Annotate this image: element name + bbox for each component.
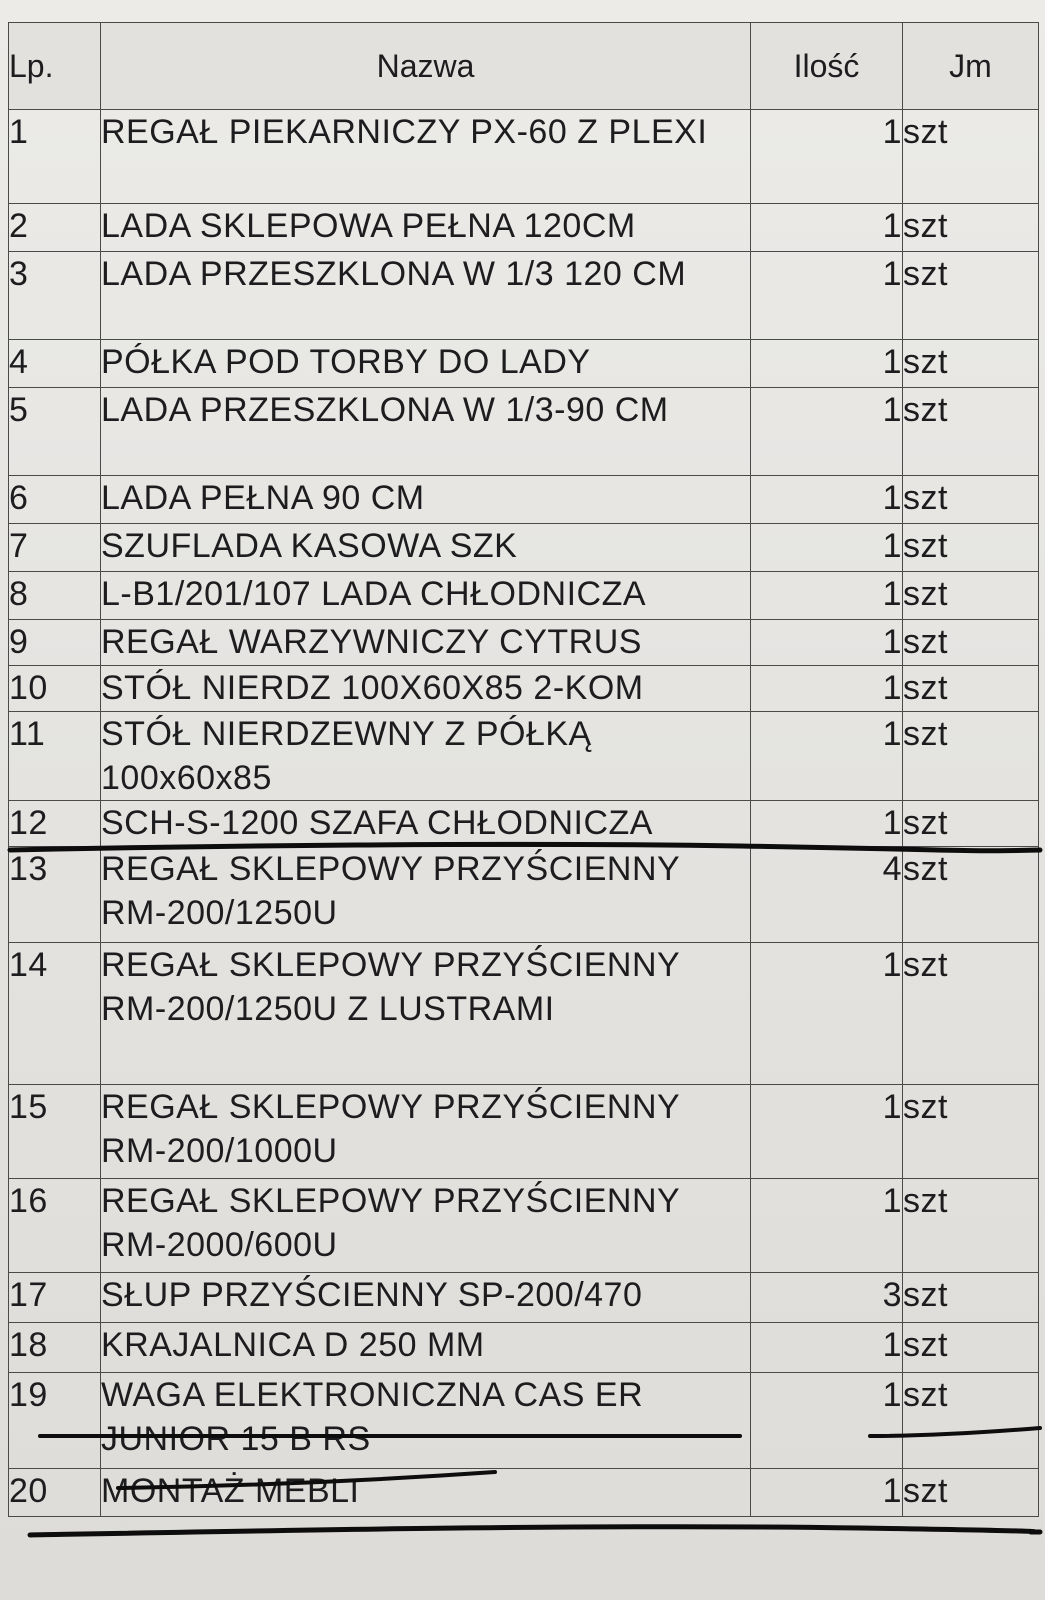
- item-quantity: 1: [751, 620, 903, 666]
- table-row: [9, 1085, 1039, 1179]
- row-number: 2: [9, 204, 101, 252]
- row-number: 8: [9, 572, 101, 620]
- item-quantity: 1: [751, 388, 903, 476]
- item-quantity: 1: [751, 1373, 903, 1469]
- row-number: 9: [9, 620, 101, 666]
- table-row: [9, 340, 1039, 388]
- row-number: 5: [9, 388, 101, 476]
- item-unit: szt: [903, 943, 1039, 1085]
- row-number: 19: [9, 1373, 101, 1469]
- item-unit: szt: [903, 1179, 1039, 1273]
- item-quantity: 1: [751, 1179, 903, 1273]
- row-number: 4: [9, 340, 101, 388]
- item-name: SZUFLADA KASOWA SZK: [101, 524, 751, 572]
- table-row: [9, 1373, 1039, 1469]
- row-number: 18: [9, 1323, 101, 1373]
- item-quantity: 1: [751, 252, 903, 340]
- item-name: REGAŁ SKLEPOWY PRZYŚCIENNY RM-200/1000U: [101, 1085, 751, 1179]
- row-number: 13: [9, 847, 101, 943]
- item-unit: szt: [903, 1373, 1039, 1469]
- table-row: [9, 110, 1039, 204]
- row-number: 6: [9, 476, 101, 524]
- item-name: REGAŁ SKLEPOWY PRZYŚCIENNY RM-2000/600U: [101, 1179, 751, 1273]
- table-row: [9, 943, 1039, 1085]
- item-unit: szt: [903, 388, 1039, 476]
- item-quantity: 1: [751, 476, 903, 524]
- item-quantity: 1: [751, 340, 903, 388]
- item-name: REGAŁ SKLEPOWY PRZYŚCIENNY RM-200/1250U Z LUSTRAMI: [101, 943, 751, 1085]
- item-name: STÓŁ NIERDZEWNY Z PÓŁKĄ 100x60x85: [101, 712, 751, 801]
- table-header-row: [9, 23, 1039, 110]
- item-name: KRAJALNICA D 250 MM: [101, 1323, 751, 1373]
- item-unit: szt: [903, 1469, 1039, 1517]
- table-row: [9, 252, 1039, 340]
- header-qty: Ilość: [751, 23, 903, 110]
- row-number: 17: [9, 1273, 101, 1323]
- item-name: STÓŁ NIERDZ 100X60X85 2-KOM: [101, 666, 751, 712]
- item-unit: szt: [903, 847, 1039, 943]
- item-unit: szt: [903, 252, 1039, 340]
- row-number: 12: [9, 801, 101, 847]
- item-quantity: 1: [751, 204, 903, 252]
- item-quantity: 1: [751, 943, 903, 1085]
- item-quantity: 3: [751, 1273, 903, 1323]
- table-row: [9, 1273, 1039, 1323]
- header-lp: Lp.: [9, 23, 101, 110]
- item-name: REGAŁ SKLEPOWY PRZYŚCIENNY RM-200/1250U: [101, 847, 751, 943]
- item-quantity: 1: [751, 801, 903, 847]
- item-name: SŁUP PRZYŚCIENNY SP-200/470: [101, 1273, 751, 1323]
- item-name: WAGA ELEKTRONICZNA CAS ER JUNIOR 15 B RS: [101, 1373, 751, 1469]
- table-row: [9, 572, 1039, 620]
- item-name: LADA SKLEPOWA PEŁNA 120CM: [101, 204, 751, 252]
- item-name: REGAŁ WARZYWNICZY CYTRUS: [101, 620, 751, 666]
- item-quantity: 1: [751, 712, 903, 801]
- row-number: 16: [9, 1179, 101, 1273]
- row-number: 10: [9, 666, 101, 712]
- item-quantity: 1: [751, 1469, 903, 1517]
- table-row: [9, 666, 1039, 712]
- table-row: [9, 524, 1039, 572]
- item-unit: szt: [903, 524, 1039, 572]
- strike-line-row-20: [30, 1527, 1040, 1535]
- row-number: 14: [9, 943, 101, 1085]
- item-name: LADA PEŁNA 90 CM: [101, 476, 751, 524]
- row-number: 11: [9, 712, 101, 801]
- item-quantity: 1: [751, 524, 903, 572]
- item-unit: szt: [903, 204, 1039, 252]
- item-name: SCH-S-1200 SZAFA CHŁODNICZA: [101, 801, 751, 847]
- item-name: LADA PRZESZKLONA W 1/3 120 CM: [101, 252, 751, 340]
- items-table: [8, 22, 1039, 1517]
- item-unit: szt: [903, 572, 1039, 620]
- table-row: [9, 476, 1039, 524]
- table-row: [9, 388, 1039, 476]
- item-unit: szt: [903, 712, 1039, 801]
- item-name: PÓŁKA POD TORBY DO LADY: [101, 340, 751, 388]
- table-row: [9, 1179, 1039, 1273]
- item-quantity: 1: [751, 572, 903, 620]
- table-row: [9, 847, 1039, 943]
- item-unit: szt: [903, 476, 1039, 524]
- item-name: L-B1/201/107 LADA CHŁODNICZA: [101, 572, 751, 620]
- header-unit: Jm: [903, 23, 1039, 110]
- table-row: [9, 1469, 1039, 1517]
- item-unit: szt: [903, 620, 1039, 666]
- item-unit: szt: [903, 1085, 1039, 1179]
- row-number: 1: [9, 110, 101, 204]
- item-unit: szt: [903, 340, 1039, 388]
- item-quantity: 1: [751, 110, 903, 204]
- item-unit: szt: [903, 666, 1039, 712]
- row-number: 7: [9, 524, 101, 572]
- item-name: LADA PRZESZKLONA W 1/3-90 CM: [101, 388, 751, 476]
- row-number: 15: [9, 1085, 101, 1179]
- item-unit: szt: [903, 1273, 1039, 1323]
- item-name: MONTAŻ MEBLI: [101, 1469, 751, 1517]
- row-number: 20: [9, 1469, 101, 1517]
- row-number: 3: [9, 252, 101, 340]
- item-unit: szt: [903, 110, 1039, 204]
- item-quantity: 1: [751, 1085, 903, 1179]
- table-body: [9, 110, 1039, 1517]
- table-row: [9, 204, 1039, 252]
- item-unit: szt: [903, 801, 1039, 847]
- item-unit: szt: [903, 1323, 1039, 1373]
- item-quantity: 1: [751, 666, 903, 712]
- table-row: [9, 712, 1039, 801]
- item-quantity: 4: [751, 847, 903, 943]
- item-quantity: 1: [751, 1323, 903, 1373]
- item-name: REGAŁ PIEKARNICZY PX-60 Z PLEXI: [101, 110, 751, 204]
- header-name: Nazwa: [101, 23, 751, 110]
- table-row: [9, 620, 1039, 666]
- table-row: [9, 1323, 1039, 1373]
- table-row: [9, 801, 1039, 847]
